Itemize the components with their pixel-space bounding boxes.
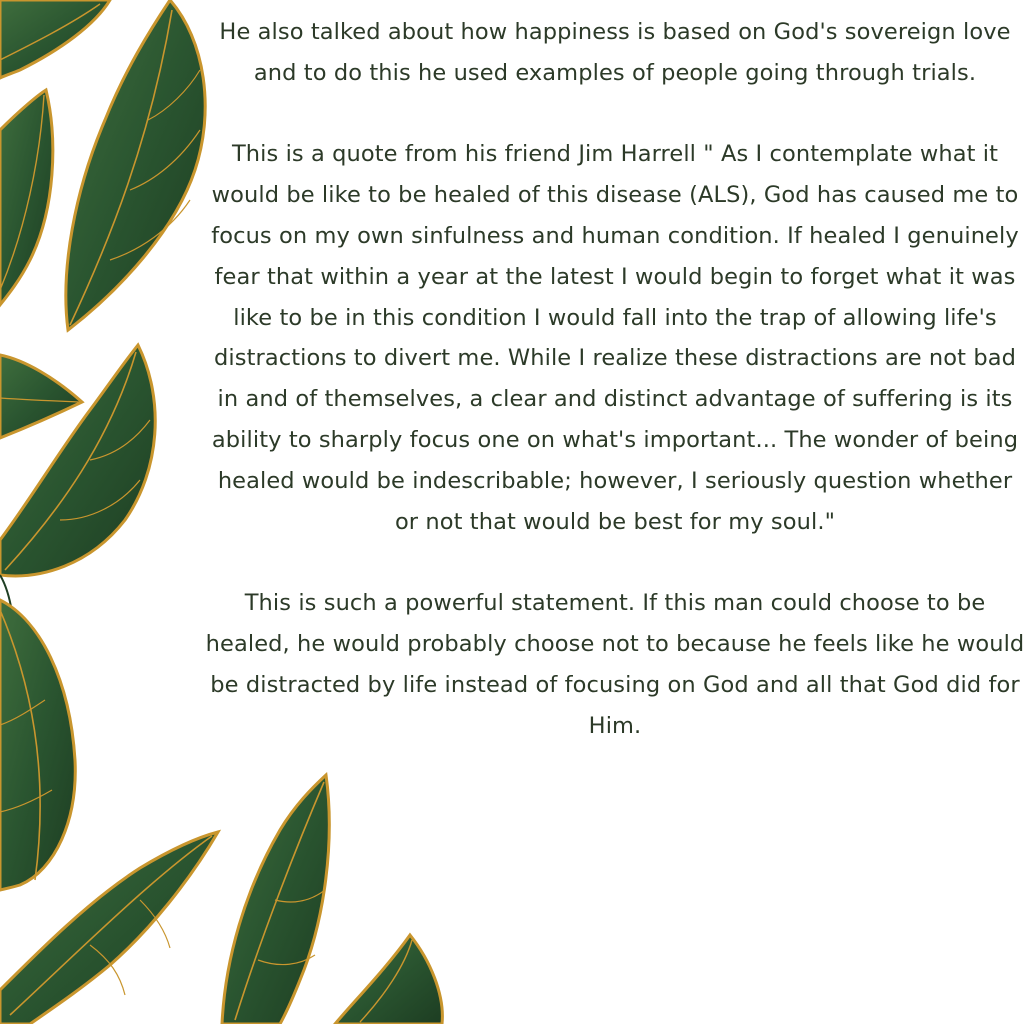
leaf-icon: [0, 90, 53, 305]
paragraph-intro: He also talked about how happiness is based on God's sovereign love and to do this he used examples of people going through trials.: [219, 19, 1011, 86]
paragraph-reflection: This is such a powerful statement. If this man could choose to be healed, he would probably choose not to because he feels like he would be distracted by life instead of focusing on God and all that God did for Him.: [205, 590, 1024, 739]
leaf-icon: [0, 355, 82, 438]
leaf-icon: [0, 600, 75, 890]
leaf-icon: [0, 0, 110, 78]
leaf-icon: [66, 0, 205, 330]
leaf-icon: [335, 935, 442, 1024]
leaf-icon: [222, 775, 329, 1024]
paragraph-quote: This is a quote from his friend Jim Harrell " As I contemplate what it would be like to be healed of this disease (ALS), God has caused me to focus on my own sinfulness and human condition. If healed I genuinely fear that within a year at the latest I would begin to forget what it was like to be in this condition I would fall into the trap of allowing life's distractions to divert me. While I realize these distractions are not bad in and of themselves, a clear and distinct advantage of suffering is its ability to sharply focus one on what's important... The wonder of being healed would be indescribable; however, I seriously question whether or not that would be best for my soul.": [211, 141, 1019, 535]
article-text: [205, 12, 1024, 787]
